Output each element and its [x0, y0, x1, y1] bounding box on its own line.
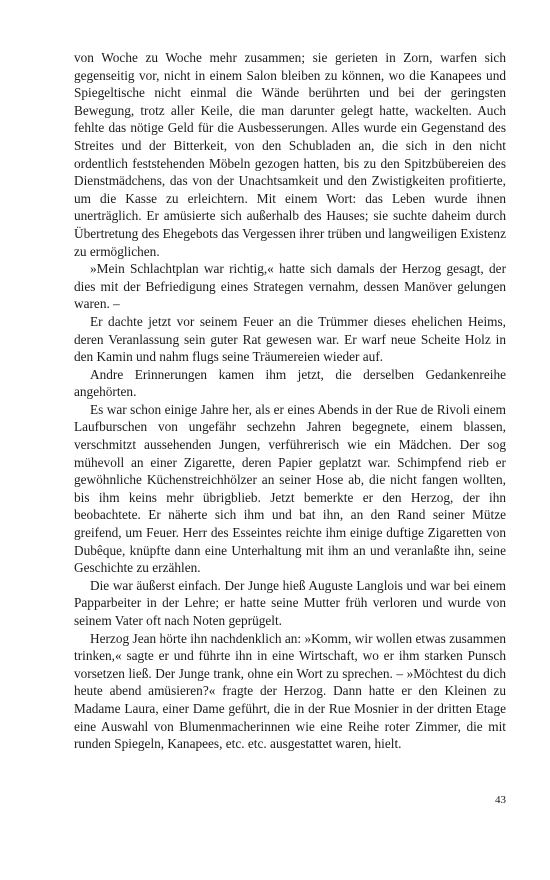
- paragraph: Er dachte jetzt vor seinem Feuer an die Trümmer dieses ehelichen Heims, deren Veranlassung sein guter Rat gewesen war. Er warf neue Scheite Holz in den Kamin und nahm flugs seine Träumereien wieder auf.: [74, 313, 506, 365]
- body-text: [74, 49, 506, 753]
- paragraph: »Mein Schlachtplan war richtig,« hatte sich damals der Herzog gesagt, der dies mit der Befriedigung eines Strategen vernahm, dessen Manöver gelungen waren. –: [74, 261, 506, 312]
- paragraph: Andre Erinnerungen kamen ihm jetzt, die derselben Gedankenreihe angehörten.: [74, 366, 506, 400]
- page-number: 43: [495, 794, 506, 806]
- paragraph: Herzog Jean hörte ihn nachdenklich an: »Komm, wir wollen etwas zusammen trinken,« sagte er und führte ihn in eine Wirtschaft, wo er ihm starken Punsch vorsetzen ließ. Der Junge trank, ohne ein Wort zu sprechen. – »Möchtest du dich heute abend amüsieren?« fragte der Herzog. Dann hatte er den Kleinen zu Madame Laura, einer Dame geführt, die in der Rue Mosnier in der dritten Etage eine Auswahl von Blumenmacherinnen wie eine Reihe roter Zimmer, die mit runden Spiegeln, Kanapees, etc. etc. ausgestattet waren, hielt.: [74, 630, 506, 752]
- paragraph: Die war äußerst einfach. Der Junge hieß Auguste Langlois und war bei einem Papparbeiter in der Lehre; er hatte seine Mutter früh verloren und wurde von seinem Vater oft nach Noten geprügelt.: [74, 577, 506, 628]
- paragraph: von Woche zu Woche mehr zusammen; sie gerieten in Zorn, warfen sich gegenseitig vor, nicht in einem Salon bleiben zu können, wo die Kanapees und Spiegeltische nicht einmal die Wände berührten und bei der geringsten Bewegung, trotz aller Keile, die man darunter gelegt hatte, wackelten. Auch fehlte das nötige Geld für die Ausbesserungen. Alles wurde ein Gegenstand des Streites und der Bitterkeit, von den Schubladen an, die sich in den nicht ordentlich feststehenden Möbeln gezogen hatten, bis zu den Spitzbübereien des Dienstmädchens, das von der Unachtsamkeit und den Zwistigkeiten profitierte, um die Kasse zu erleichtern. Mit einem Wort: das Leben wurde ihnen unerträglich. Er amüsierte sich außerhalb des Hauses; sie suchte daheim durch Übertretung des Ehegebots das Vergessen ihrer trüben und langweiligen Existenz zu ermöglichen.: [74, 50, 506, 259]
- paragraph: Es war schon einige Jahre her, als er eines Abends in der Rue de Rivoli einem Laufburschen von ungefähr sechzehn Jahren begegnete, einem blassen, verschmitzt aussehenden Jungen, verführerisch wie ein Mädchen. Der sog mühevoll an einer Zigarette, deren Papier geplatzt war. Schimpfend rieb er gewöhnliche Küchenstreichhölzer an seiner Hose ab, die nicht fangen wollten, bis ihm keins mehr übrigblieb. Jetzt bemerkte er den Herzog, der ihn beobachtete. Er näherte sich ihm und bat ihn, an den Rand seiner Mütze greifend, um Feuer. Herr des Esseintes reichte ihm einige duftige Zigaretten von Dubêque, knüpfte dann eine Unterhaltung mit ihm an und veranlaßte ihn, seine Geschichte zu erzählen.: [74, 401, 506, 576]
